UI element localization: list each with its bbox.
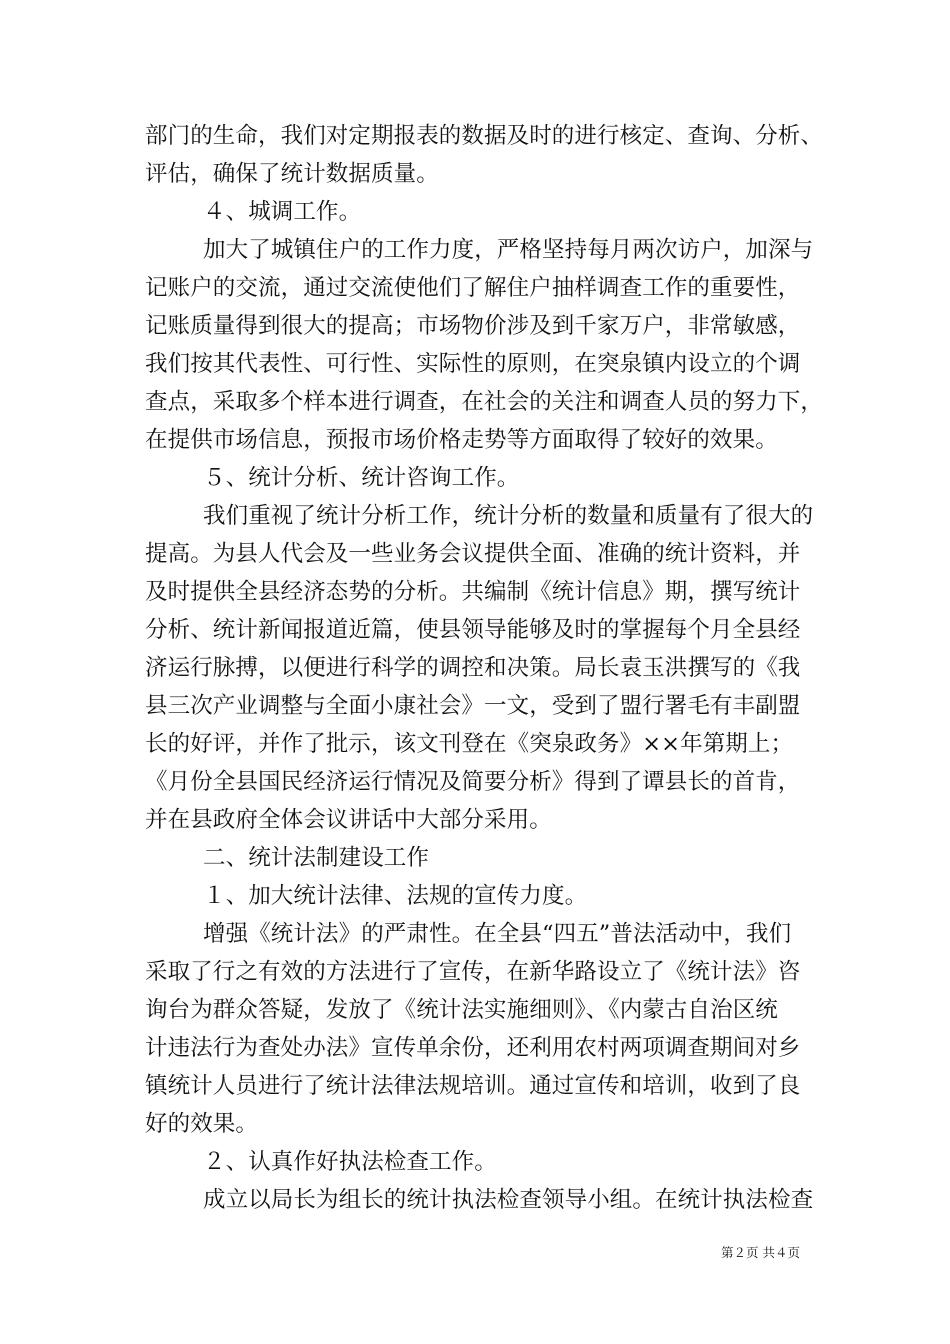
- body-text-line: 镇统计人员进行了统计法律法规培训。通过宣传和培训，收到了良: [145, 1073, 801, 1099]
- body-text-line: 及时提供全县经济态势的分析。共编制《统计信息》期，撰写统计: [145, 579, 801, 605]
- body-text-line: 长的好评，并作了批示，该文刊登在《突泉政务》××年第期上；: [145, 731, 794, 757]
- body-text-line: 《月份全县国民经济运行情况及简要分析》得到了谭县长的首肯，: [145, 769, 801, 795]
- body-text-line: 评估，确保了统计数据质量。: [145, 161, 439, 187]
- body-text-line: 在提供市场信息，预报市场价格走势等方面取得了较好的效果。: [145, 427, 778, 453]
- section-heading: ５、统计分析、统计咨询工作。: [203, 465, 520, 491]
- body-text-line: 查点，采取多个样本进行调查，在社会的关注和调查人员的努力下，: [145, 389, 824, 415]
- page-number: 第２页 共４页: [721, 1245, 800, 1260]
- body-text-line: 提高。为县人代会及一些业务会议提供全面、准确的统计资料，并: [145, 541, 801, 567]
- section-heading: ４、城调工作。: [203, 199, 362, 225]
- body-text-line: 我们按其代表性、可行性、实际性的原则，在突泉镇内设立的个调: [145, 351, 801, 377]
- body-text-line: 分析、统计新闻报道近篇，使县领导能够及时的掌握每个月全县经: [145, 617, 801, 643]
- body-text-line: 询台为群众答疑，发放了《统计法实施细则》、《内蒙古自治区统: [145, 997, 778, 1023]
- body-text-line: 增强《统计法》的严肃性。在全县“四五”普法活动中，我们: [203, 921, 792, 947]
- body-text-line: 加大了城镇住户的工作力度，严格坚持每月两次访户，加深与: [203, 237, 814, 263]
- body-text-line: 成立以局长为组长的统计执法检查领导小组。在统计执法检查: [203, 1187, 814, 1213]
- body-text-line: 并在县政府全体会议讲话中大部分采用。: [145, 807, 552, 833]
- body-text-line: 我们重视了统计分析工作，统计分析的数量和质量有了很大的: [203, 503, 814, 529]
- section-heading: 二、统计法制建设工作: [203, 845, 430, 871]
- subsection-heading: ２、认真作好执法检查工作。: [203, 1149, 497, 1175]
- body-text-line: 济运行脉搏，以便进行科学的调控和决策。局长袁玉洪撰写的《我: [145, 655, 801, 681]
- body-text-line: 记账质量得到很大的提高；市场物价涉及到千家万户，非常敏感，: [145, 313, 801, 339]
- body-text-line: 县三次产业调整与全面小康社会》一文，受到了盟行署毛有丰副盟: [145, 693, 801, 719]
- body-text-line: 好的效果。: [145, 1111, 259, 1137]
- body-text-line: 计违法行为查处办法》宣传单余份，还利用农村两项调查期间对乡: [145, 1035, 801, 1061]
- subsection-heading: １、加大统计法律、法规的宣传力度。: [203, 883, 588, 909]
- body-text-line: 采取了行之有效的方法进行了宣传，在新华路设立了《统计法》咨: [145, 959, 801, 985]
- body-text-line: 记账户的交流，通过交流使他们了解住户抽样调查工作的重要性，: [145, 275, 801, 301]
- body-text-line: 部门的生命，我们对定期报表的数据及时的进行核定、查询、分析、: [145, 123, 824, 149]
